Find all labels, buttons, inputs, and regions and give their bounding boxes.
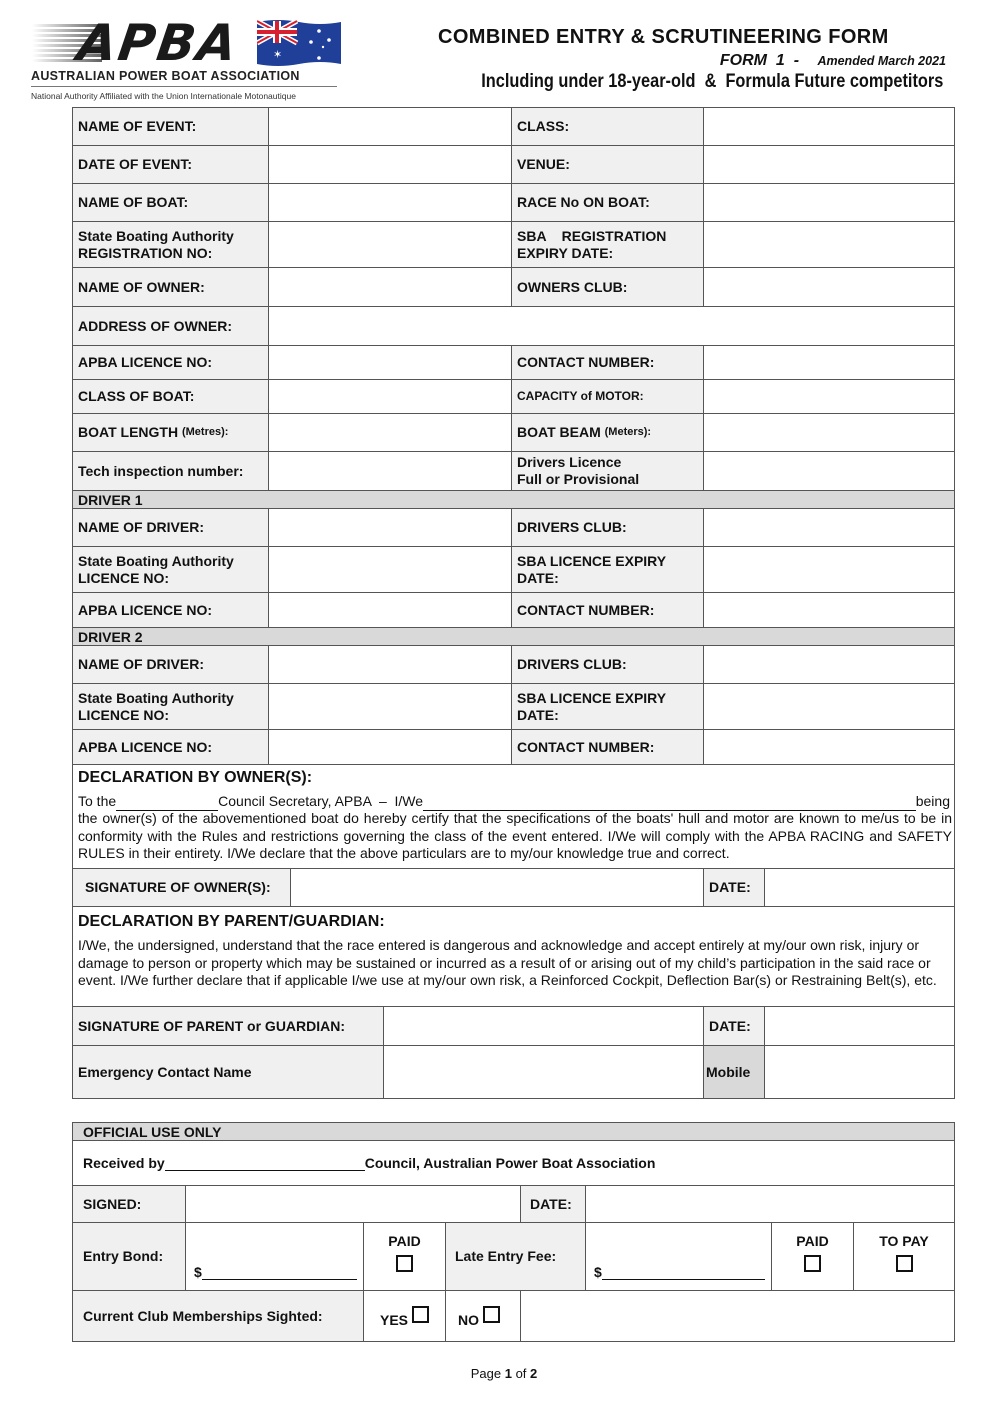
name-of-owner-label: NAME OF OWNER: xyxy=(72,267,269,307)
logo-text: APBA xyxy=(73,14,243,72)
label-line: State Boating Authority xyxy=(78,689,234,706)
memberships-yes-cell xyxy=(363,1290,446,1342)
paid-label: PAID xyxy=(796,1233,829,1249)
race-no-field[interactable] xyxy=(703,183,955,222)
label-text: BOAT BEAM xyxy=(517,424,601,440)
date-of-event-label: DATE OF EVENT: xyxy=(72,145,269,184)
parent-declaration-body: I/We, the undersigned, understand that the race entered is dangerous and acknowledge and accept entirely at my/our own risk, injury or damage to person or property which may be sustained or incurred as a result of or arising out of my child’s participation in the said race or event. I/We further declare that if applicable I/we use at my/our own risk, a Reinforced Cockpit, Deflection Bar(s) or Restraining Belt(s), etc. xyxy=(78,937,937,988)
received-by-label: Received by xyxy=(83,1155,165,1171)
driver1-apba-licence-label: APBA LICENCE NO: xyxy=(72,592,269,628)
contact-number-field[interactable] xyxy=(703,345,955,380)
page-prefix: Page xyxy=(470,1366,502,1381)
driver1-name-field[interactable] xyxy=(268,508,512,547)
label-line: DATE: xyxy=(517,706,559,723)
memberships-no-cell xyxy=(445,1290,521,1342)
label-line: DATE: xyxy=(517,569,559,586)
driver2-name-label: NAME OF DRIVER: xyxy=(72,645,269,684)
driver1-sba-expiry-field[interactable] xyxy=(703,546,955,593)
label-line: State Boating Authority xyxy=(78,552,234,569)
label-line: EXPIRY DATE: xyxy=(517,244,614,261)
owner-declaration-heading: DECLARATION BY OWNER(S): xyxy=(78,769,313,786)
emergency-contact-label: Emergency Contact Name xyxy=(72,1045,384,1099)
memberships-yes-checkbox[interactable] xyxy=(412,1306,429,1323)
amended-date: Amended March 2021 xyxy=(817,54,946,68)
received-by-row xyxy=(72,1140,955,1186)
memberships-no-checkbox[interactable] xyxy=(483,1306,500,1323)
late-fee-to-pay-cell xyxy=(853,1222,955,1291)
to-pay-label: TO PAY xyxy=(879,1233,929,1249)
driver1-heading: DRIVER 1 xyxy=(72,490,955,509)
late-fee-to-pay-checkbox[interactable] xyxy=(896,1255,913,1272)
text: being xyxy=(915,793,950,809)
label-line: State Boating Authority xyxy=(78,227,234,244)
official-date-label: DATE: xyxy=(520,1185,586,1223)
memberships-notes-field[interactable] xyxy=(520,1290,955,1342)
late-fee-paid-checkbox[interactable] xyxy=(804,1255,821,1272)
parent-signature-label: SIGNATURE OF PARENT or GUARDIAN: xyxy=(72,1006,384,1046)
name-of-boat-field[interactable] xyxy=(268,183,512,222)
late-fee-blank[interactable] xyxy=(602,1265,765,1280)
official-heading: OFFICIAL USE ONLY xyxy=(72,1122,955,1141)
label-line: LICENCE NO: xyxy=(78,706,169,723)
parent-declaration-heading: DECLARATION BY PARENT/GUARDIAN: xyxy=(78,913,385,930)
entry-bond-paid-checkbox[interactable] xyxy=(396,1255,413,1272)
race-no-label: RACE No ON BOAT: xyxy=(511,183,704,222)
boat-beam-label xyxy=(511,413,704,452)
name-of-owner-field[interactable] xyxy=(268,267,512,307)
date-of-event-field[interactable] xyxy=(268,145,512,184)
name-of-event-field[interactable] xyxy=(268,107,512,146)
parent-date-field[interactable] xyxy=(764,1006,955,1046)
driver2-sba-licence-label xyxy=(72,683,269,730)
driver1-contact-label: CONTACT NUMBER: xyxy=(511,592,704,628)
owner-date-label: DATE: xyxy=(703,868,765,907)
received-by-suffix: Council, Australian Power Boat Association xyxy=(364,1155,656,1171)
entry-bond-paid-cell xyxy=(363,1222,446,1291)
memberships-label: Current Club Memberships Sighted: xyxy=(72,1290,364,1342)
late-entry-fee-label: Late Entry Fee: xyxy=(445,1222,586,1291)
currency-symbol: $ xyxy=(194,1264,202,1280)
driver2-name-field[interactable] xyxy=(268,645,512,684)
form-number xyxy=(720,52,946,70)
signed-field[interactable] xyxy=(185,1185,521,1223)
received-by-blank[interactable] xyxy=(165,1156,365,1171)
apba-licence-field[interactable] xyxy=(268,345,512,380)
owner-declaration-line1 xyxy=(78,793,950,811)
sba-expiry-label xyxy=(511,221,704,268)
sba-expiry-field[interactable] xyxy=(703,221,955,268)
label-line: Full or Provisional xyxy=(517,471,640,487)
sba-registration-field[interactable] xyxy=(268,221,512,268)
no-label: NO xyxy=(458,1312,479,1328)
page-number xyxy=(0,1366,1000,1381)
driver1-club-field[interactable] xyxy=(703,508,955,547)
label-line: Drivers Licence xyxy=(517,454,622,470)
boat-length-field[interactable] xyxy=(268,413,512,452)
driver1-apba-licence-field[interactable] xyxy=(268,592,512,628)
driver2-apba-licence-label: APBA LICENCE NO: xyxy=(72,729,269,765)
text: To the xyxy=(78,793,117,809)
contact-number-label: CONTACT NUMBER: xyxy=(511,345,704,380)
logo-divider xyxy=(31,86,337,87)
form-title: COMBINED ENTRY & SCRUTINEERING FORM xyxy=(438,26,889,48)
driver1-sba-expiry-label xyxy=(511,546,704,593)
driver2-sba-expiry-label xyxy=(511,683,704,730)
council-blank[interactable] xyxy=(116,793,218,811)
entry-bond-amount[interactable] xyxy=(185,1222,364,1291)
label-text: BOAT LENGTH xyxy=(78,424,179,440)
owner-signature-field[interactable] xyxy=(290,868,704,907)
venue-field[interactable] xyxy=(703,145,955,184)
driver2-heading: DRIVER 2 xyxy=(72,627,955,646)
yes-label: YES xyxy=(379,1312,408,1328)
org-name: AUSTRALIAN POWER BOAT ASSOCIATION xyxy=(31,69,300,83)
owner-names-blank[interactable] xyxy=(423,793,916,811)
australian-flag-icon xyxy=(257,18,341,66)
label-line: REGISTRATION NO: xyxy=(78,244,213,261)
driver2-contact-field[interactable] xyxy=(703,729,955,765)
class-field[interactable] xyxy=(703,107,955,146)
label-line: SBA LICENCE EXPIRY xyxy=(517,552,667,569)
label-line: SBA LICENCE EXPIRY xyxy=(517,689,667,706)
tech-inspection-label: Tech inspection number: xyxy=(72,451,269,491)
emergency-contact-field[interactable] xyxy=(383,1045,704,1099)
driver1-club-label: DRIVERS CLUB: xyxy=(511,508,704,547)
form-subtitle: Including under 18-year-old & Formula Future competitors xyxy=(480,71,943,92)
entry-bond-blank[interactable] xyxy=(202,1265,357,1280)
text: Council Secretary, APBA – I/We xyxy=(218,793,424,809)
address-of-owner-label: ADDRESS OF OWNER: xyxy=(72,306,269,346)
driver2-sba-expiry-field[interactable] xyxy=(703,683,955,730)
driver2-contact-label: CONTACT NUMBER: xyxy=(511,729,704,765)
owners-club-label: OWNERS CLUB: xyxy=(511,267,704,307)
mobile-field[interactable] xyxy=(764,1045,955,1099)
boat-beam-field[interactable] xyxy=(703,413,955,452)
boat-length-label xyxy=(72,413,269,452)
venue-label: VENUE: xyxy=(511,145,704,184)
page-current: 1 xyxy=(504,1366,512,1381)
class-label: CLASS: xyxy=(511,107,704,146)
svg-text:✶: ✶ xyxy=(273,48,283,61)
late-fee-amount[interactable] xyxy=(585,1222,772,1291)
official-date-field[interactable] xyxy=(585,1185,955,1223)
apba-licence-label: APBA LICENCE NO: xyxy=(72,345,269,380)
form-number-label: FORM 1 - xyxy=(719,52,800,69)
entry-bond-label: Entry Bond: xyxy=(72,1222,186,1291)
owner-date-field[interactable] xyxy=(764,868,955,907)
page-of: of xyxy=(515,1366,527,1381)
driver2-apba-licence-field[interactable] xyxy=(268,729,512,765)
driver1-sba-licence-field[interactable] xyxy=(268,546,512,593)
paid-label: PAID xyxy=(388,1233,421,1249)
class-of-boat-label: CLASS OF BOAT: xyxy=(72,379,269,414)
owners-club-field[interactable] xyxy=(703,267,955,307)
capacity-of-motor-label: CAPACITY of MOTOR: xyxy=(511,379,704,414)
address-of-owner-field[interactable] xyxy=(268,306,955,346)
drivers-licence-field[interactable] xyxy=(703,451,955,491)
capacity-of-motor-field[interactable] xyxy=(703,379,955,414)
label-unit: (Metres): xyxy=(181,426,229,438)
driver2-sba-licence-field[interactable] xyxy=(268,683,512,730)
driver1-contact-field[interactable] xyxy=(703,592,955,628)
currency-symbol: $ xyxy=(594,1264,602,1280)
signed-label: SIGNED: xyxy=(72,1185,186,1223)
label-unit: (Meters): xyxy=(604,426,652,438)
parent-signature-field[interactable] xyxy=(383,1006,704,1046)
owner-declaration-body: the owner(s) of the abovementioned boat do hereby certify that the specifications of the boats' hull and motor are known to me/us to be in conformity with the Rules and restrictions governing the class of the event entered. I/We will comply with the APBA RACING and SAFETY RULES in their entirety. I/We declare that the above particulars are to my/our knowledge true and correct. xyxy=(78,810,952,861)
org-tagline: National Authority Affiliated with the Union Internationale Motonautique xyxy=(31,91,296,101)
name-of-boat-label: NAME OF BOAT: xyxy=(72,183,269,222)
name-of-event-label: NAME OF EVENT: xyxy=(72,107,269,146)
drivers-licence-label xyxy=(511,451,704,491)
owner-signature-label: SIGNATURE OF OWNER(S): xyxy=(72,868,291,907)
sba-registration-label xyxy=(72,221,269,268)
label-line: LICENCE NO: xyxy=(78,569,169,586)
tech-inspection-field[interactable] xyxy=(268,451,512,491)
class-of-boat-field[interactable] xyxy=(268,379,512,414)
driver1-sba-licence-label xyxy=(72,546,269,593)
driver2-club-label: DRIVERS CLUB: xyxy=(511,645,704,684)
mobile-label: Mobile xyxy=(703,1045,765,1099)
driver2-club-field[interactable] xyxy=(703,645,955,684)
late-fee-paid-cell xyxy=(771,1222,854,1291)
driver1-name-label: NAME OF DRIVER: xyxy=(72,508,269,547)
page-total: 2 xyxy=(530,1366,538,1381)
apba-logo xyxy=(30,14,340,106)
label-line: SBA REGISTRATION xyxy=(517,227,667,244)
parent-date-label: DATE: xyxy=(703,1006,765,1046)
